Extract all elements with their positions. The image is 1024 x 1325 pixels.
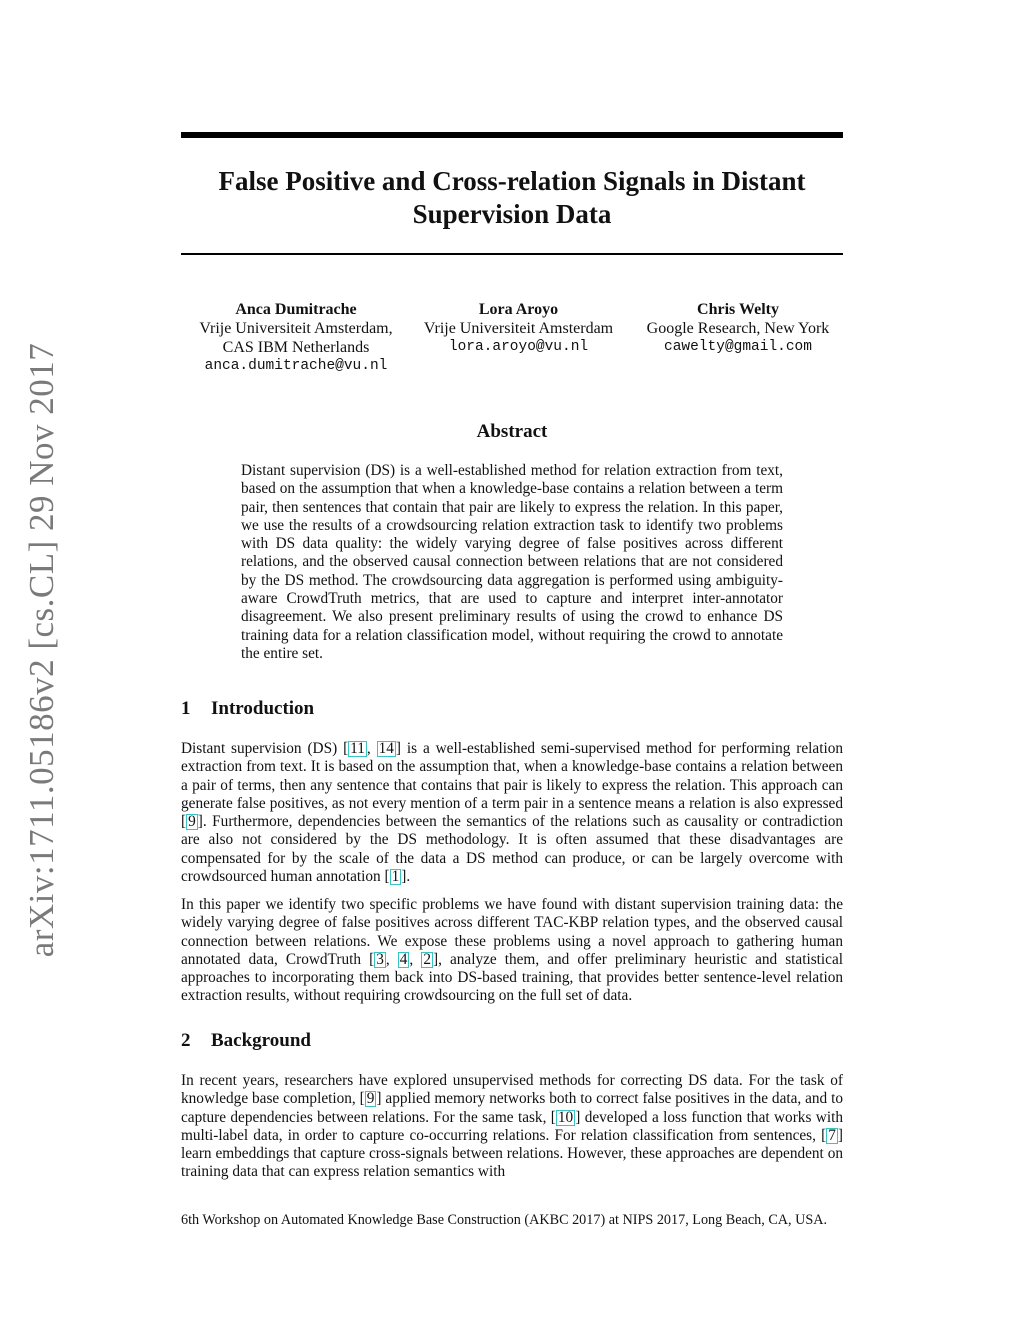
text-run: In this paper we identify two specific problems we have found with distant supervision training data: the widely varying degree of false positives across different TAC-KBP relation types, and the observed causal connection between relations. We expose these problems using a novel approach to gathering human annotated data, CrowdTruth bbox=[181, 896, 843, 968]
text-run: developed a loss function that works with multi-label data, in order to capture co-occurring relations. For relation classification from sentences, bbox=[181, 1108, 843, 1144]
citation-link[interactable]: 7 bbox=[828, 1126, 836, 1144]
citation-link[interactable]: 9 bbox=[188, 813, 196, 831]
author-3-affiliation: Google Research, New York bbox=[646, 320, 830, 337]
author-1-affiliation-2: CAS IBM Netherlands bbox=[222, 339, 370, 356]
citation-link[interactable]: 11 bbox=[350, 740, 365, 757]
abstract-heading: Abstract bbox=[476, 421, 548, 442]
citation-link[interactable]: 1 bbox=[391, 868, 400, 886]
arxiv-identifier-stamp: arXiv:1711.05186v2 [cs.CL] 29 Nov 2017 bbox=[22, 342, 61, 958]
citation-link[interactable]: 10 bbox=[557, 1108, 574, 1126]
text-run: applied memory networks both to correct false positives in the data, and to capture dependencies between relations. For the same task, bbox=[181, 1090, 844, 1126]
title-line-1: False Positive and Cross-relation Signals in Distant bbox=[218, 166, 806, 196]
section-2-title: Background bbox=[211, 1030, 311, 1051]
citation-link[interactable]: 9 bbox=[366, 1090, 375, 1108]
author-1-email: anca.dumitrache@vu.nl bbox=[204, 358, 388, 374]
author-2-affiliation: Vrije Universiteit Amsterdam bbox=[423, 320, 614, 337]
text-run: is a well-established semi-supervised method for performing relation extraction from text. It is based on the assumption that, when a knowledge-base contains a relation between a pair of terms, then any sentence that contains that pair is likely to express the relation. This approach can generate false positives, as not every mention of a term pair in a sentence means a relation is also expressed bbox=[181, 740, 843, 812]
author-1-affiliation: Vrije Universiteit Amsterdam, bbox=[199, 320, 393, 337]
author-block bbox=[181, 300, 843, 380]
title-bottom-rule bbox=[181, 253, 843, 255]
text-run: In recent years, researchers have explored unsupervised methods for correcting DS data. For the task of knowledge base completion, bbox=[181, 1072, 843, 1108]
background-paragraph-1: In recent years, researchers have explored unsupervised methods for correcting DS data. For the task of knowledge base completion, [ 9 ] applied memory networks both to correct false positives in the data, and to capture dependencies between relations. For the same task, [ 10 ] developed a loss function that works with multi-label data, in order to capture co-occurring relations. For relation classification from sentences, [ 7 ] learn embeddings that capture cross-signals between relations. However, these approaches are dependent on training data that can express relation semantics with bbox=[181, 1072, 844, 1181]
section-2-heading bbox=[181, 1030, 843, 1052]
intro-paragraph-1: Distant supervision (DS) [ 11 , 14 ] is a well-established semi-supervised method for performing relation extraction from text. It is based on the assumption that, when a knowledge-base contains a relation between a pair of terms, then any sentence that contains that pair is likely to express the relation. This approach can generate false positives, as not every mention of a term pair in a sentence means a relation is also expressed [ 9 ]. Furthermore, dependencies between the semantics of the relations such as causality or contradiction are also not considered by the DS methodology. It is often assumed that these disadvantages are compensated for by the scale of the data a DS method can produce, or can be largely overcome with crowdsourced human annotation [ 1 ]. bbox=[181, 740, 843, 886]
section-1-title: Introduction bbox=[211, 698, 315, 719]
author-3-name: Chris Welty bbox=[697, 301, 779, 318]
author-1-name: Anca Dumitrache bbox=[235, 301, 357, 318]
section-2-number: 2 bbox=[181, 1030, 191, 1051]
author-3 bbox=[633, 300, 843, 357]
citation-link[interactable]: 2 bbox=[423, 950, 431, 968]
author-1 bbox=[181, 300, 411, 376]
text-run: . Furthermore, dependencies between the semantics of the relations such as causality or contradiction are also not considered by the DS methodology. It is often assumed that these disadvantages are compensated for by the scale of the data a DS method can produce, or can be largely overcome with crowdsourced human annotation bbox=[181, 813, 843, 886]
text-run: . bbox=[406, 868, 411, 886]
author-2-email: lora.aroyo@vu.nl bbox=[448, 339, 589, 355]
venue-footnote: 6th Workshop on Automated Knowledge Base Construction (AKBC 2017) at NIPS 2017, Long Beach, CA, USA. bbox=[181, 1212, 828, 1228]
intro-paragraph-2: In this paper we identify two specific problems we have found with distant supervision training data: the widely varying degree of false positives across different TAC-KBP relation types, and the observed causal connection between relations. We expose these problems using a novel approach to gathering human annotated data, CrowdTruth [ 3 , 4 , 2 ], analyze them, and offer preliminary heuristic and statistical approaches to incorporating them back into DS-based training, that provides better sentence-level relation extraction results, without requiring crowdsourcing on the full set of data. bbox=[181, 896, 844, 1005]
text-run: Distant supervision (DS) bbox=[181, 740, 344, 757]
citation-link[interactable]: 4 bbox=[399, 950, 408, 968]
title-top-rule bbox=[181, 132, 843, 138]
text-run: learn embeddings that capture cross-signals between relations. However, these approaches are dependent on training data that can express relation semantics with bbox=[181, 1145, 843, 1181]
paper-title bbox=[181, 165, 843, 231]
text-run: , analyze them, and offer preliminary heuristic and statistical approaches to incorporating them back into DS-based training, that provides better sentence-level relation extraction results, without requiring crowdsourcing on the full set of data. bbox=[181, 950, 844, 1005]
citation-link[interactable]: 3 bbox=[376, 950, 384, 968]
section-1-number: 1 bbox=[181, 698, 191, 719]
title-line-2: Supervision Data bbox=[412, 199, 612, 229]
abstract-text: Distant supervision (DS) is a well-established method for relation extraction from text, based on the assumption that when a knowledge-base contains a relation between a term pair, then sentences that contain that pair are likely to express the relation. In this paper, we use the results of a crowdsourcing relation extraction task to identify two problems with DS data quality: the widely varying degree of false positives across different relations, and the observed causal connection between relations that are not considered by the DS method. The crowdsourcing data aggregation is performed using ambiguity-aware CrowdTruth metrics, that are used to capture and interpret inter-annotator disagreement. We also present preliminary results of using the crowd to enhance DS training data for a relation classification model, without requiring the crowd to annotate the entire set. bbox=[241, 462, 783, 662]
section-1-heading bbox=[181, 698, 843, 720]
citation-link[interactable]: 14 bbox=[378, 740, 394, 757]
author-3-email: cawelty@gmail.com bbox=[664, 339, 812, 355]
author-2-name: Lora Aroyo bbox=[478, 301, 559, 318]
author-2 bbox=[411, 300, 626, 357]
